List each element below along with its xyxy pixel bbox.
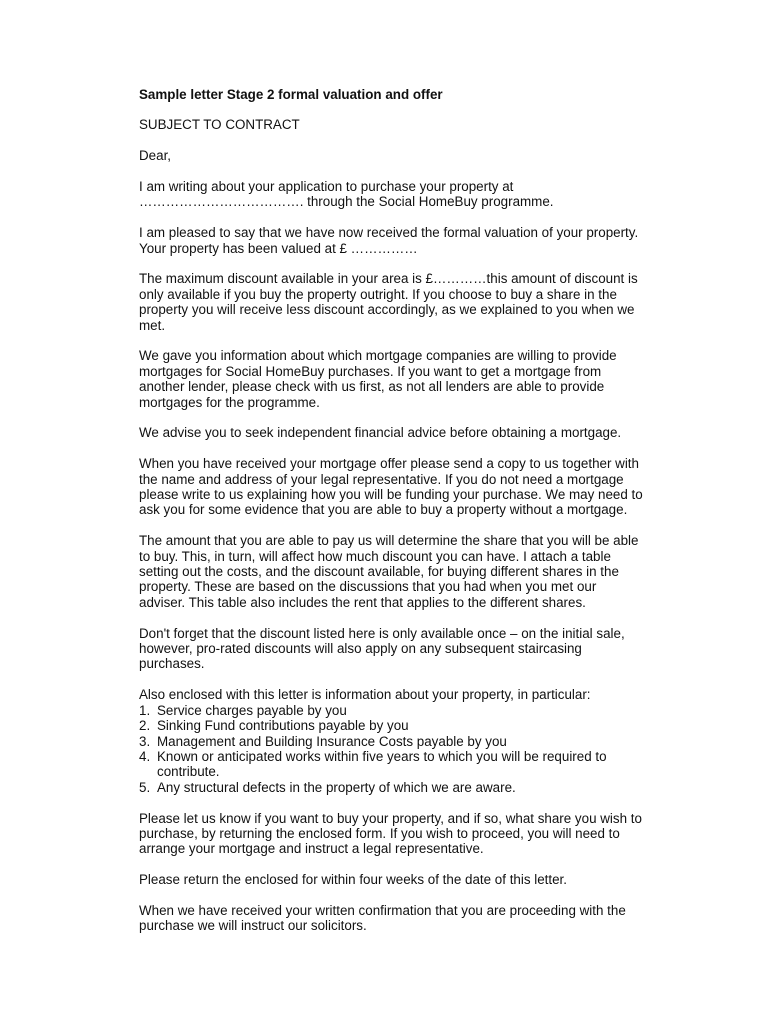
text-line: Please let us know if you want to buy your property, and if so, what share you wish to <box>139 810 642 826</box>
text-line: ask you for some evidence that you are able to buy a property without a mortgage. <box>139 502 628 518</box>
text-line: We advise you to seek independent financial advice before obtaining a mortgage. <box>139 425 622 441</box>
text-line: Please return the enclosed for within four weeks of the date of this letter. <box>139 872 567 888</box>
text-line: met. <box>139 317 166 333</box>
letter-title: Sample letter Stage 2 formal valuation and offer <box>139 87 443 102</box>
body-paragraph <box>139 626 684 672</box>
text-line: When you have received your mortgage offer please send a copy to us together with <box>139 456 639 472</box>
list-number: 4. <box>139 748 151 764</box>
text-line: I am writing about your application to purchase your property at <box>139 179 514 194</box>
list-item <box>139 749 684 780</box>
subject-line: SUBJECT TO CONTRACT <box>139 117 300 133</box>
text-line: only available if you buy the property outright. If you choose to buy a share in the <box>139 286 617 302</box>
list-number: 5. <box>139 779 151 795</box>
list-item <box>139 734 684 749</box>
text-line: ………………………………. through the Social HomeBuy programme. <box>139 194 554 210</box>
text-line: I am pleased to say that we have now received the formal valuation of your property. <box>139 225 639 241</box>
body-paragraphs <box>139 179 684 672</box>
list-item <box>139 780 684 795</box>
list-number: 2. <box>139 718 151 734</box>
text-line: setting out the costs, and the discount available, for buying different shares in the <box>139 564 619 580</box>
text-line: The maximum discount available in your area is £…………this amount of discount is <box>139 271 638 287</box>
text-line: however, pro-rated discounts will also apply on any subsequent staircasing <box>139 641 582 657</box>
body-paragraph <box>139 533 684 610</box>
text-line: mortgages for Social HomeBuy purchases. If you want to get a mortgage from <box>139 363 602 379</box>
enclosed-info-list <box>139 703 684 795</box>
list-item <box>139 703 684 718</box>
text-line: We gave you information about which mortgage companies are willing to provide <box>139 348 617 364</box>
body-paragraph <box>139 179 684 210</box>
list-item-text: Known or anticipated works within five years to which you will be required to <box>157 748 607 764</box>
list-item-text: Any structural defects in the property of which we are aware. <box>157 779 516 795</box>
text-line: When we have received your written confirmation that you are proceeding with the <box>139 902 626 918</box>
text-line: mortgages for the programme. <box>139 394 320 410</box>
body-paragraph <box>139 271 684 333</box>
text-line: property you will receive less discount accordingly, as we explained to you when we <box>139 302 635 318</box>
list-intro: Also enclosed with this letter is information about your property, in particular: <box>139 687 591 703</box>
body-paragraph <box>139 456 684 518</box>
body-paragraph <box>139 348 684 410</box>
text-line: property. These are based on the discussions that you had when you met our <box>139 579 597 595</box>
text-line: purchase we will instruct our solicitors. <box>139 918 367 934</box>
text-line: Don't forget that the discount listed here is only available once – on the initial sale, <box>139 625 625 641</box>
text-line: another lender, please check with us first, as not all lenders are able to provide <box>139 379 605 395</box>
text-line: please write to us explaining how you will be funding your purchase. We may need to <box>139 487 643 503</box>
closing-paragraph <box>139 903 684 934</box>
text-line: the name and address of your legal representative. If you do not need a mortgage <box>139 471 624 487</box>
list-number: 3. <box>139 733 151 749</box>
text-line: to buy. This, in turn, will affect how much discount you can have. I attach a table <box>139 548 611 564</box>
text-line: purchases. <box>139 656 205 672</box>
list-item-text: Sinking Fund contributions payable by you <box>157 718 409 734</box>
salutation: Dear, <box>139 148 172 164</box>
closing-paragraph <box>139 872 684 887</box>
list-item-text: contribute. <box>157 764 220 780</box>
letter-body <box>139 87 684 949</box>
closing-paragraphs <box>139 811 684 934</box>
closing-paragraph <box>139 811 684 857</box>
list-item <box>139 718 684 733</box>
text-line: purchase, by returning the enclosed form. If you wish to proceed, you will need to <box>139 825 620 841</box>
text-line: arrange your mortgage and instruct a legal representative. <box>139 841 484 857</box>
list-item-text: Management and Building Insurance Costs payable by you <box>157 733 507 749</box>
text-line: adviser. This table also includes the rent that applies to the different shares. <box>139 594 586 610</box>
list-item-text: Service charges payable by you <box>157 702 347 718</box>
body-paragraph <box>139 425 684 440</box>
body-paragraph <box>139 225 684 256</box>
text-line: The amount that you are able to pay us will determine the share that you will be able <box>139 533 639 549</box>
list-number: 1. <box>139 702 151 718</box>
text-line: Your property has been valued at £ …………… <box>139 240 418 256</box>
